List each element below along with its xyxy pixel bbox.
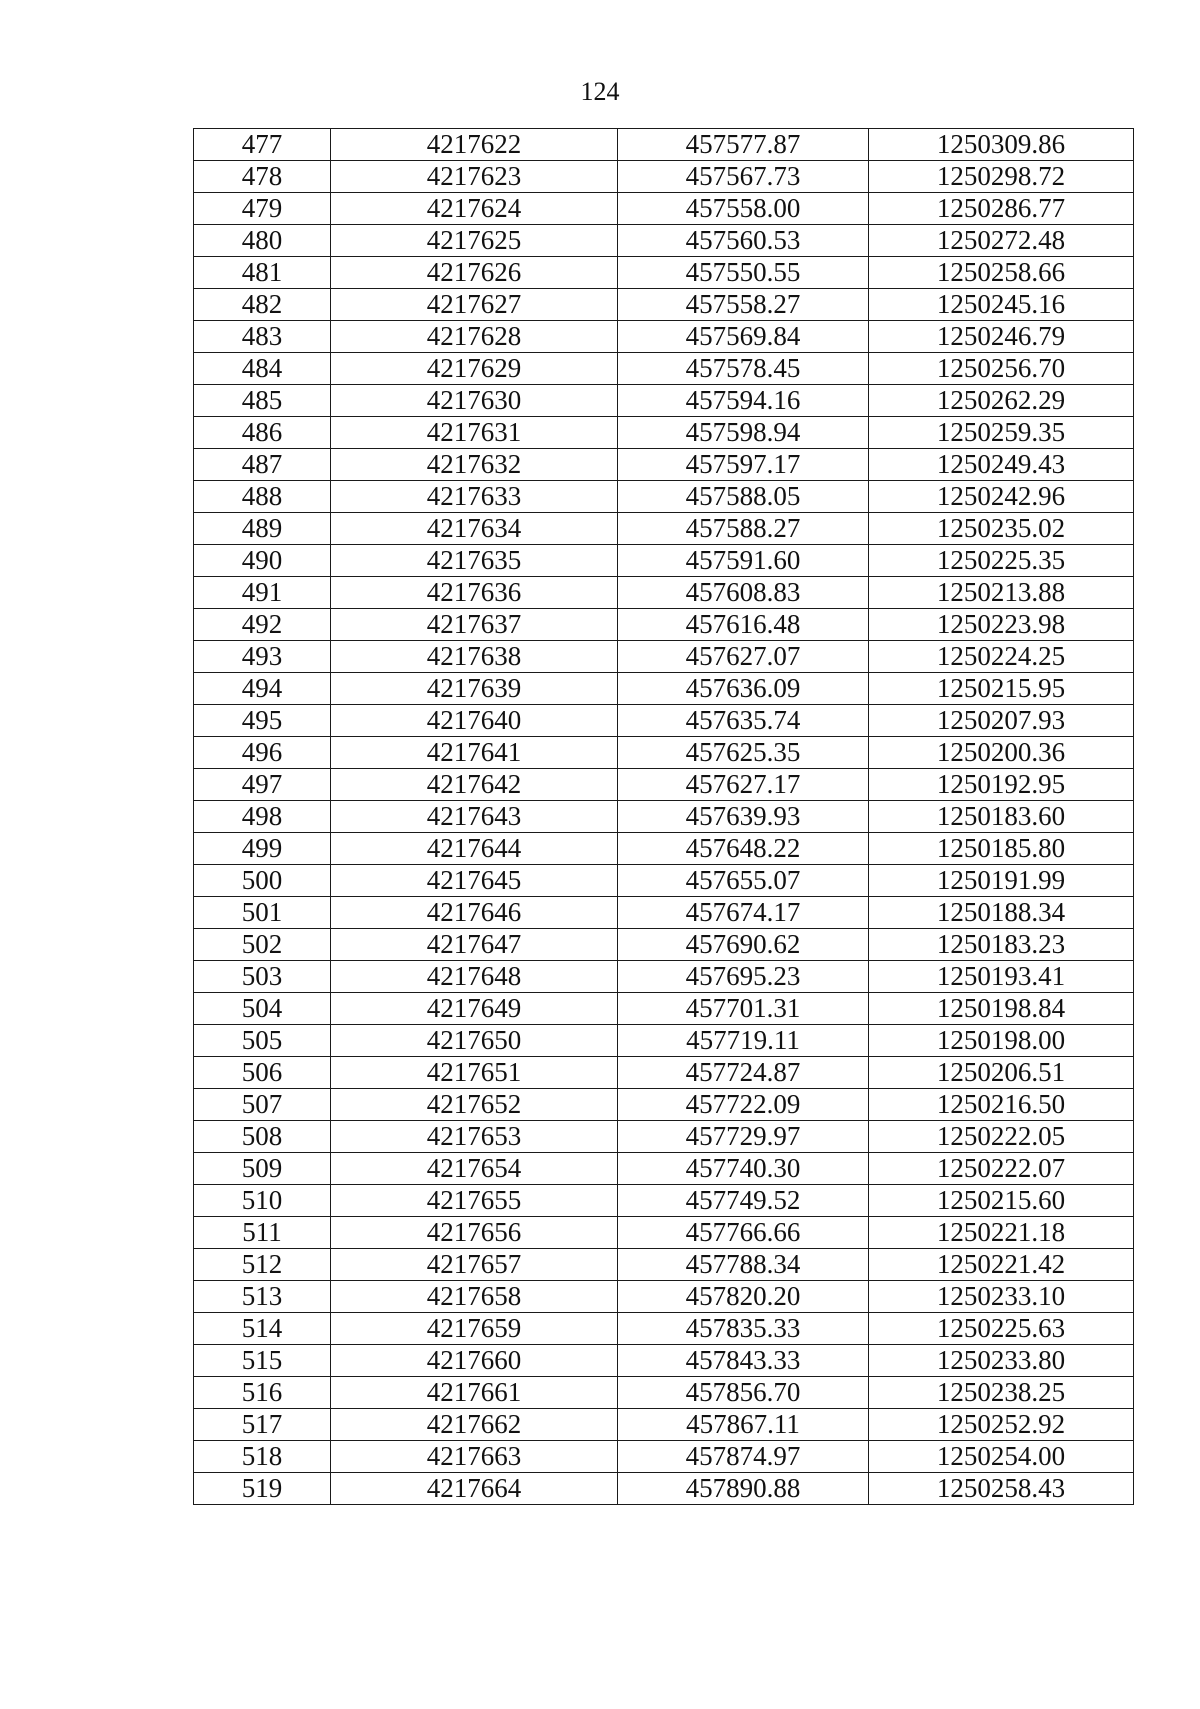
point-id-cell: 4217630 [331,385,618,417]
point-id-cell: 4217637 [331,609,618,641]
row-number-cell: 480 [194,225,331,257]
point-id-cell: 4217636 [331,577,618,609]
table-row [194,225,1134,257]
x-coordinate-cell: 457591.60 [618,545,869,577]
x-coordinate-cell: 457597.17 [618,449,869,481]
table-row [194,1089,1134,1121]
x-coordinate-cell: 457577.87 [618,129,869,161]
table-row [194,929,1134,961]
page-number: 124 [580,77,620,106]
table-row [194,897,1134,929]
point-id-cell: 4217626 [331,257,618,289]
y-coordinate-cell: 1250245.16 [869,289,1134,321]
y-coordinate-cell: 1250207.93 [869,705,1134,737]
y-coordinate-cell: 1250188.34 [869,897,1134,929]
point-id-cell: 4217650 [331,1025,618,1057]
point-id-cell: 4217639 [331,673,618,705]
point-id-cell: 4217659 [331,1313,618,1345]
row-number-cell: 485 [194,385,331,417]
row-number-cell: 511 [194,1217,331,1249]
y-coordinate-cell: 1250254.00 [869,1441,1134,1473]
row-number-cell: 503 [194,961,331,993]
table-row [194,1217,1134,1249]
row-number-cell: 477 [194,129,331,161]
y-coordinate-cell: 1250221.18 [869,1217,1134,1249]
table-row [194,1441,1134,1473]
table-row [194,385,1134,417]
point-id-cell: 4217647 [331,929,618,961]
point-id-cell: 4217624 [331,193,618,225]
point-id-cell: 4217658 [331,1281,618,1313]
x-coordinate-cell: 457569.84 [618,321,869,353]
table-row [194,577,1134,609]
y-coordinate-cell: 1250224.25 [869,641,1134,673]
x-coordinate-cell: 457625.35 [618,737,869,769]
row-number-cell: 479 [194,193,331,225]
row-number-cell: 495 [194,705,331,737]
x-coordinate-cell: 457766.66 [618,1217,869,1249]
row-number-cell: 516 [194,1377,331,1409]
y-coordinate-cell: 1250262.29 [869,385,1134,417]
x-coordinate-cell: 457627.17 [618,769,869,801]
point-id-cell: 4217631 [331,417,618,449]
row-number-cell: 512 [194,1249,331,1281]
y-coordinate-cell: 1250225.35 [869,545,1134,577]
row-number-cell: 494 [194,673,331,705]
point-id-cell: 4217649 [331,993,618,1025]
point-id-cell: 4217643 [331,801,618,833]
row-number-cell: 506 [194,1057,331,1089]
y-coordinate-cell: 1250249.43 [869,449,1134,481]
table-row [194,257,1134,289]
row-number-cell: 487 [194,449,331,481]
x-coordinate-cell: 457550.55 [618,257,869,289]
table-row [194,1409,1134,1441]
table-row [194,1185,1134,1217]
row-number-cell: 499 [194,833,331,865]
y-coordinate-cell: 1250286.77 [869,193,1134,225]
x-coordinate-cell: 457567.73 [618,161,869,193]
row-number-cell: 501 [194,897,331,929]
point-id-cell: 4217653 [331,1121,618,1153]
row-number-cell: 481 [194,257,331,289]
table-row [194,737,1134,769]
point-id-cell: 4217652 [331,1089,618,1121]
y-coordinate-cell: 1250259.35 [869,417,1134,449]
table-row [194,865,1134,897]
row-number-cell: 498 [194,801,331,833]
row-number-cell: 513 [194,1281,331,1313]
x-coordinate-cell: 457560.53 [618,225,869,257]
point-id-cell: 4217635 [331,545,618,577]
table-row [194,193,1134,225]
x-coordinate-cell: 457695.23 [618,961,869,993]
table-row [194,673,1134,705]
x-coordinate-cell: 457843.33 [618,1345,869,1377]
x-coordinate-cell: 457701.31 [618,993,869,1025]
table-row [194,1377,1134,1409]
x-coordinate-cell: 457890.88 [618,1473,869,1505]
point-id-cell: 4217656 [331,1217,618,1249]
y-coordinate-cell: 1250235.02 [869,513,1134,545]
table-row [194,641,1134,673]
row-number-cell: 489 [194,513,331,545]
y-coordinate-cell: 1250221.42 [869,1249,1134,1281]
row-number-cell: 502 [194,929,331,961]
table-row [194,321,1134,353]
row-number-cell: 515 [194,1345,331,1377]
x-coordinate-cell: 457674.17 [618,897,869,929]
x-coordinate-cell: 457648.22 [618,833,869,865]
y-coordinate-cell: 1250216.50 [869,1089,1134,1121]
table-row [194,129,1134,161]
x-coordinate-cell: 457588.05 [618,481,869,513]
table-row [194,769,1134,801]
x-coordinate-cell: 457616.48 [618,609,869,641]
x-coordinate-cell: 457594.16 [618,385,869,417]
row-number-cell: 493 [194,641,331,673]
point-id-cell: 4217638 [331,641,618,673]
x-coordinate-cell: 457558.27 [618,289,869,321]
table-row [194,481,1134,513]
table-row [194,1057,1134,1089]
y-coordinate-cell: 1250256.70 [869,353,1134,385]
x-coordinate-cell: 457578.45 [618,353,869,385]
table-row [194,1313,1134,1345]
x-coordinate-cell: 457588.27 [618,513,869,545]
point-id-cell: 4217623 [331,161,618,193]
x-coordinate-cell: 457856.70 [618,1377,869,1409]
x-coordinate-cell: 457627.07 [618,641,869,673]
row-number-cell: 510 [194,1185,331,1217]
table-row [194,1121,1134,1153]
table-row [194,449,1134,481]
table-row [194,961,1134,993]
point-id-cell: 4217633 [331,481,618,513]
row-number-cell: 492 [194,609,331,641]
point-id-cell: 4217627 [331,289,618,321]
x-coordinate-cell: 457749.52 [618,1185,869,1217]
point-id-cell: 4217628 [331,321,618,353]
table-row [194,513,1134,545]
x-coordinate-cell: 457788.34 [618,1249,869,1281]
x-coordinate-cell: 457558.00 [618,193,869,225]
x-coordinate-cell: 457724.87 [618,1057,869,1089]
point-id-cell: 4217651 [331,1057,618,1089]
table-row [194,1281,1134,1313]
row-number-cell: 507 [194,1089,331,1121]
x-coordinate-cell: 457639.93 [618,801,869,833]
table-row [194,289,1134,321]
x-coordinate-cell: 457635.74 [618,705,869,737]
row-number-cell: 509 [194,1153,331,1185]
point-id-cell: 4217655 [331,1185,618,1217]
y-coordinate-cell: 1250258.43 [869,1473,1134,1505]
x-coordinate-cell: 457729.97 [618,1121,869,1153]
point-id-cell: 4217641 [331,737,618,769]
point-id-cell: 4217629 [331,353,618,385]
row-number-cell: 519 [194,1473,331,1505]
row-number-cell: 505 [194,1025,331,1057]
y-coordinate-cell: 1250191.99 [869,865,1134,897]
y-coordinate-cell: 1250252.92 [869,1409,1134,1441]
row-number-cell: 488 [194,481,331,513]
table-row [194,1025,1134,1057]
table-row [194,161,1134,193]
row-number-cell: 500 [194,865,331,897]
row-number-cell: 497 [194,769,331,801]
y-coordinate-cell: 1250233.10 [869,1281,1134,1313]
table-row [194,705,1134,737]
y-coordinate-cell: 1250222.05 [869,1121,1134,1153]
point-id-cell: 4217634 [331,513,618,545]
row-number-cell: 490 [194,545,331,577]
x-coordinate-cell: 457820.20 [618,1281,869,1313]
y-coordinate-cell: 1250222.07 [869,1153,1134,1185]
x-coordinate-cell: 457835.33 [618,1313,869,1345]
point-id-cell: 4217663 [331,1441,618,1473]
y-coordinate-cell: 1250192.95 [869,769,1134,801]
point-id-cell: 4217625 [331,225,618,257]
row-number-cell: 478 [194,161,331,193]
point-id-cell: 4217645 [331,865,618,897]
y-coordinate-cell: 1250193.41 [869,961,1134,993]
table-row [194,833,1134,865]
y-coordinate-cell: 1250183.60 [869,801,1134,833]
x-coordinate-cell: 457598.94 [618,417,869,449]
y-coordinate-cell: 1250298.72 [869,161,1134,193]
y-coordinate-cell: 1250309.86 [869,129,1134,161]
y-coordinate-cell: 1250183.23 [869,929,1134,961]
coordinate-table [193,128,1134,1505]
table-row [194,801,1134,833]
x-coordinate-cell: 457719.11 [618,1025,869,1057]
point-id-cell: 4217662 [331,1409,618,1441]
x-coordinate-cell: 457874.97 [618,1441,869,1473]
point-id-cell: 4217646 [331,897,618,929]
row-number-cell: 518 [194,1441,331,1473]
table-row [194,545,1134,577]
table-row [194,1345,1134,1377]
point-id-cell: 4217657 [331,1249,618,1281]
point-id-cell: 4217654 [331,1153,618,1185]
point-id-cell: 4217644 [331,833,618,865]
y-coordinate-cell: 1250198.00 [869,1025,1134,1057]
point-id-cell: 4217622 [331,129,618,161]
row-number-cell: 504 [194,993,331,1025]
y-coordinate-cell: 1250206.51 [869,1057,1134,1089]
row-number-cell: 517 [194,1409,331,1441]
x-coordinate-cell: 457608.83 [618,577,869,609]
table-row [194,993,1134,1025]
table-row [194,1153,1134,1185]
point-id-cell: 4217648 [331,961,618,993]
y-coordinate-cell: 1250238.25 [869,1377,1134,1409]
row-number-cell: 482 [194,289,331,321]
y-coordinate-cell: 1250233.80 [869,1345,1134,1377]
table-row [194,353,1134,385]
y-coordinate-cell: 1250272.48 [869,225,1134,257]
table-body [194,129,1134,1505]
y-coordinate-cell: 1250223.98 [869,609,1134,641]
x-coordinate-cell: 457867.11 [618,1409,869,1441]
point-id-cell: 4217632 [331,449,618,481]
row-number-cell: 514 [194,1313,331,1345]
y-coordinate-cell: 1250213.88 [869,577,1134,609]
x-coordinate-cell: 457722.09 [618,1089,869,1121]
point-id-cell: 4217642 [331,769,618,801]
y-coordinate-cell: 1250258.66 [869,257,1134,289]
y-coordinate-cell: 1250246.79 [869,321,1134,353]
point-id-cell: 4217661 [331,1377,618,1409]
y-coordinate-cell: 1250200.36 [869,737,1134,769]
y-coordinate-cell: 1250215.95 [869,673,1134,705]
x-coordinate-cell: 457636.09 [618,673,869,705]
point-id-cell: 4217660 [331,1345,618,1377]
table-row [194,1473,1134,1505]
x-coordinate-cell: 457740.30 [618,1153,869,1185]
row-number-cell: 508 [194,1121,331,1153]
x-coordinate-cell: 457655.07 [618,865,869,897]
row-number-cell: 486 [194,417,331,449]
y-coordinate-cell: 1250215.60 [869,1185,1134,1217]
y-coordinate-cell: 1250185.80 [869,833,1134,865]
y-coordinate-cell: 1250198.84 [869,993,1134,1025]
table-row [194,609,1134,641]
row-number-cell: 484 [194,353,331,385]
y-coordinate-cell: 1250242.96 [869,481,1134,513]
row-number-cell: 491 [194,577,331,609]
row-number-cell: 496 [194,737,331,769]
table-row [194,1249,1134,1281]
row-number-cell: 483 [194,321,331,353]
y-coordinate-cell: 1250225.63 [869,1313,1134,1345]
table-row [194,417,1134,449]
x-coordinate-cell: 457690.62 [618,929,869,961]
point-id-cell: 4217640 [331,705,618,737]
point-id-cell: 4217664 [331,1473,618,1505]
